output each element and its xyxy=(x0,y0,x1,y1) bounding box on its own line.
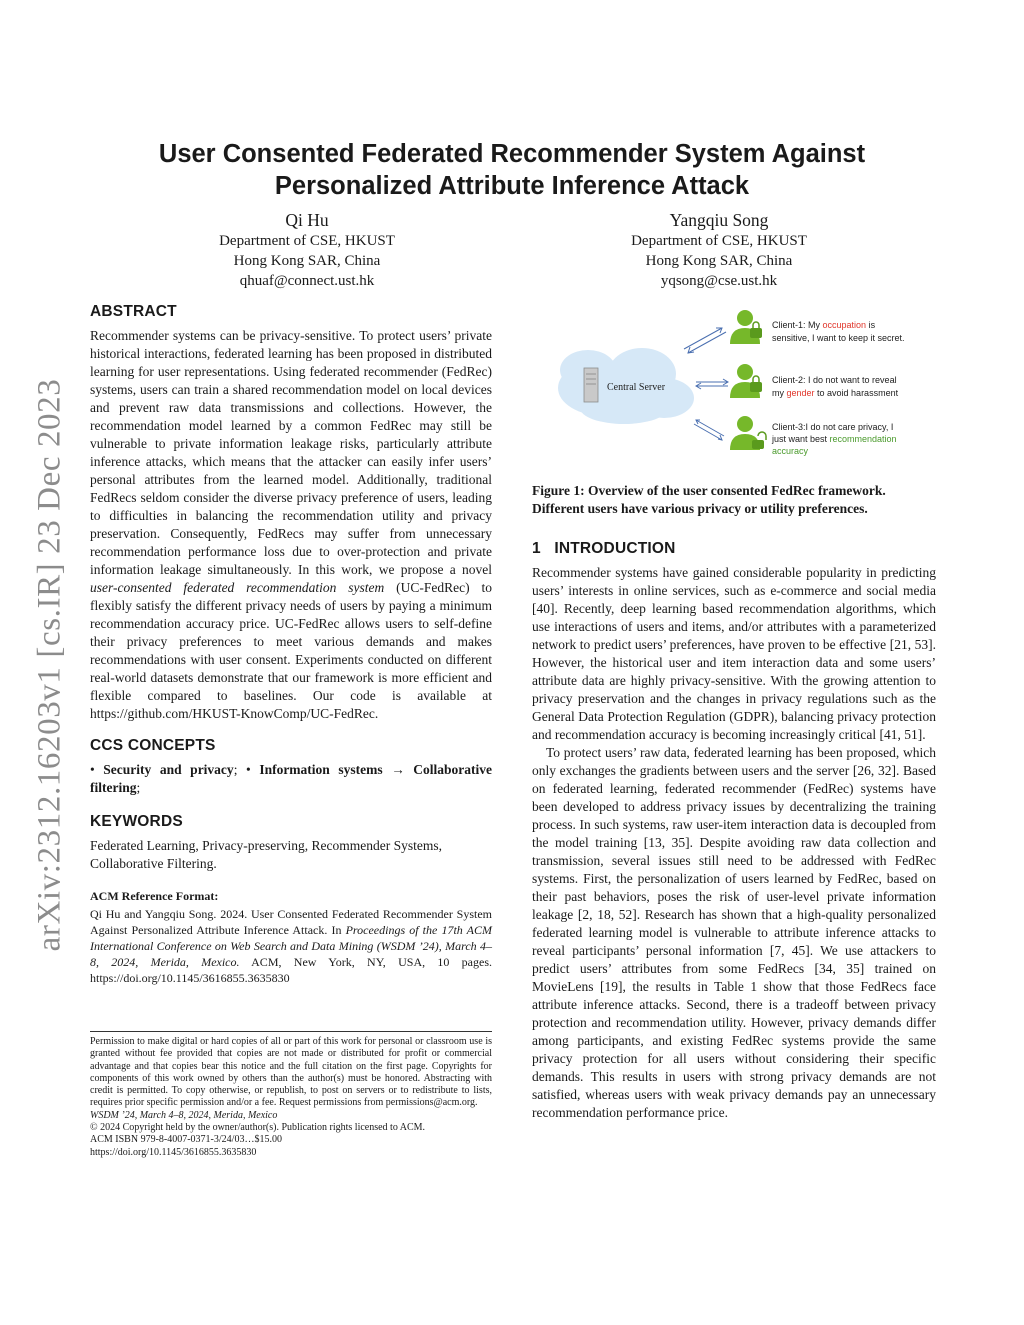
arxiv-sidebar xyxy=(30,360,70,970)
intro-paragraph-2: To protect users’ raw data, federated learning has been proposed, which only exchanges the gradients between users and the server [26, 32]. Based on federated learning, federated recommender (FedRec) systems have been developed to address privacy issues by decentralizing the training process. In such systems, raw user-item interaction data is decoupled from the model training [13, 35]. Despite avoiding raw data collection and transmission, several issues still need to be addressed with FedRec systems. First, the personalization of users learned by FedRec, based on their past behaviors, poses the risk of user-level private information leakage [2, 18, 52]. Research has shown that a high-quality personalized federated learning model is vulnerable to attribute inference attacks to reveal participants’ personal information [7, 45]. We use attackers to predict users’ attributes from some FedRecs [34, 35] trained on MovieLens [19], the results in Table 1 show that those FedRecs face attribute inference attacks. Second, there is a tradeoff between privacy protection and recommendation utility. However, privacy demands differ among participants, and existing FedRec systems provide the same privacy protection for all users without considering their specific demands. This results in users with strong privacy demands are not satisfied, whereas users with weak privacy demands pay an unnecessary recommendation performance price. xyxy=(532,745,936,1120)
abstract-italic: user-consented federated recommendation system xyxy=(90,580,385,595)
footnote-divider xyxy=(90,1031,492,1032)
client-2-text-line2: my gender to avoid harassment xyxy=(772,388,899,398)
intro-paragraph-1: Recommender systems have gained considerable popularity in predicting users’ interests in online services, such as e-commerce and social media [40]. Recently, deep learning based recommendation algorithms, which use interactions of users and items, and/or attributes with a parameterized network to predict users’ preferences, have proven to be effective [21, 53]. However, the historical user and item interaction data and some users’ attribute data are highly privacy-sensitive. With the growing attention to privacy preservation and the changes in privacy regulations such as the General Data Protection Regulation (GDPR), balancing privacy protection and recommendation accuracy is becoming increasingly critical [41, 51]. xyxy=(532,565,936,742)
abstract-heading: ABSTRACT xyxy=(90,303,177,320)
isbn-line: ACM ISBN 979-8-4007-0371-3/24/03…$15.00 xyxy=(90,1134,282,1146)
permission-text: Permission to make digital or hard copies of all or part of this work for personal or classroom use is granted without fee provided that copies are not made or distributed for profit or commercial advantage and that copies bear this notice and the full citation on the first page. Copyrights for components of this work owned by others than the author(s) must be honored. Abstracting with credit is permitted. To copy otherwise, or republish, to post on servers or to redistribute to lists, requires prior specific permission and/or a fee. Request permissions from permissions@acm.org. xyxy=(90,1036,492,1109)
permission-notice xyxy=(90,1036,492,1159)
author-block-1 xyxy=(137,209,477,291)
keywords-text: Federated Learning, Privacy-preserving, Recommender Systems, Collaborative Filtering. xyxy=(90,838,443,871)
introduction-section xyxy=(532,540,936,1122)
author-email[interactable]: qhuaf@connect.ust.hk xyxy=(239,273,375,289)
keywords-heading: KEYWORDS xyxy=(90,813,183,830)
acm-ref-text: Qi Hu and Yangqiu Song. 2024. User Consented Federated Recommender System Against Personalized Attribute Inference Attack. In Proceedings of the 17th ACM International Conference on Web Search and Data Mining (WSDM ’24), March 4–8, 2024, Merida, Mexico. ACM, New York, NY, USA, 10 pages. https://doi.org/10.1145/3616855.3635830 xyxy=(90,907,493,985)
left-column xyxy=(90,303,492,986)
acm-ref-heading: ACM Reference Format: xyxy=(90,889,219,903)
arrow-client-1 xyxy=(684,328,726,353)
ccs-text: • Security and privacy; • Information systems → Collaborative filtering; xyxy=(90,762,493,795)
framework-diagram xyxy=(532,300,936,472)
author-name: Qi Hu xyxy=(285,210,329,230)
venue-line: WSDM ’24, March 4–8, 2024, Merida, Mexico xyxy=(90,1109,278,1121)
arrow-client-3 xyxy=(694,420,724,440)
ccs-heading: CCS CONCEPTS xyxy=(90,737,216,754)
author-location: Hong Kong SAR, China xyxy=(645,253,793,269)
author-dept: Department of CSE, HKUST xyxy=(219,233,395,249)
abstract-text: Recommender systems can be privacy-sensitive. To protect users’ private historical interactions, federated learning has been proposed in distributed learning for user representations. Using federated recommender (FedRec) systems, users can train a shared recommendation model on local devices and prevent raw data transmissions and collections. However, the recommendation model learned by a common FedRec may still be vulnerable to private information leakage risks, particularly attribute inference attacks, which means that the attacker can easily infer users’ personal attributes from the learned model. Additionally, traditional FedRecs seldom consider the diverse privacy preference of users, leading to difficulties in balancing the recommendation utility and privacy preservation. Consequently, FedRecs may suffer from unnecessary recommendation performance loss due to over-protection and private information leakage simultaneously. In this work, we propose a novel user-consented federated recommendation system (UC-FedRec) to flexibly satisfy the different privacy needs of users by paying a minimum recommendation accuracy price. UC-FedRec allows users to self-define their privacy preferences to meet various demands and makes recommendations with user consent. Experiments conducted on different real-world datasets demonstrate that our framework is more efficient and flexible compared to baselines. Our code is available at https://github.com/HKUST-KnowComp/UC-FedRec. xyxy=(90,328,493,721)
client-1-text-line2: sensitive, I want to keep it secret. xyxy=(772,333,905,343)
client-2-text: Client-2: I do not want to reveal xyxy=(772,375,897,385)
user-icon-3 xyxy=(730,416,766,450)
client-1-text: Client-1: My occupation is xyxy=(772,320,876,330)
arrow-client-2 xyxy=(696,379,728,389)
client-3-text: Client-3:I do not care privacy, I xyxy=(772,422,894,432)
introduction-heading: 1 INTRODUCTION xyxy=(532,540,676,557)
author-dept: Department of CSE, HKUST xyxy=(631,233,807,249)
paper-title: User Consented Federated Recommender System Against Personalized Attribute Inference Attack xyxy=(158,140,866,200)
author-block-2 xyxy=(549,209,889,291)
author-email[interactable]: yqsong@cse.ust.hk xyxy=(660,273,778,289)
user-icon-1 xyxy=(730,310,762,344)
author-name: Yangqiu Song xyxy=(669,210,769,230)
client-3-text-line2: just want best recommendation xyxy=(772,434,897,444)
figure-caption: Figure 1: Overview of the user consented FedRec framework. Different users have various privacy or utility preferences. xyxy=(532,483,886,516)
arxiv-identifier: arXiv:2312.16203v1 [cs.IR] 23 Dec 2023 xyxy=(31,378,68,952)
user-icon-2 xyxy=(730,364,762,398)
figure-1 xyxy=(532,300,936,472)
doi-link[interactable]: https://doi.org/10.1145/3616855.3635830 xyxy=(90,1146,257,1158)
server-label: Central Server xyxy=(607,382,666,393)
author-location: Hong Kong SAR, China xyxy=(233,253,381,269)
copyright-line: © 2024 Copyright held by the owner/author(s). Publication rights licensed to ACM. xyxy=(90,1122,426,1134)
server-icon xyxy=(584,368,598,402)
client-3-text-line3: accuracy xyxy=(772,446,809,456)
